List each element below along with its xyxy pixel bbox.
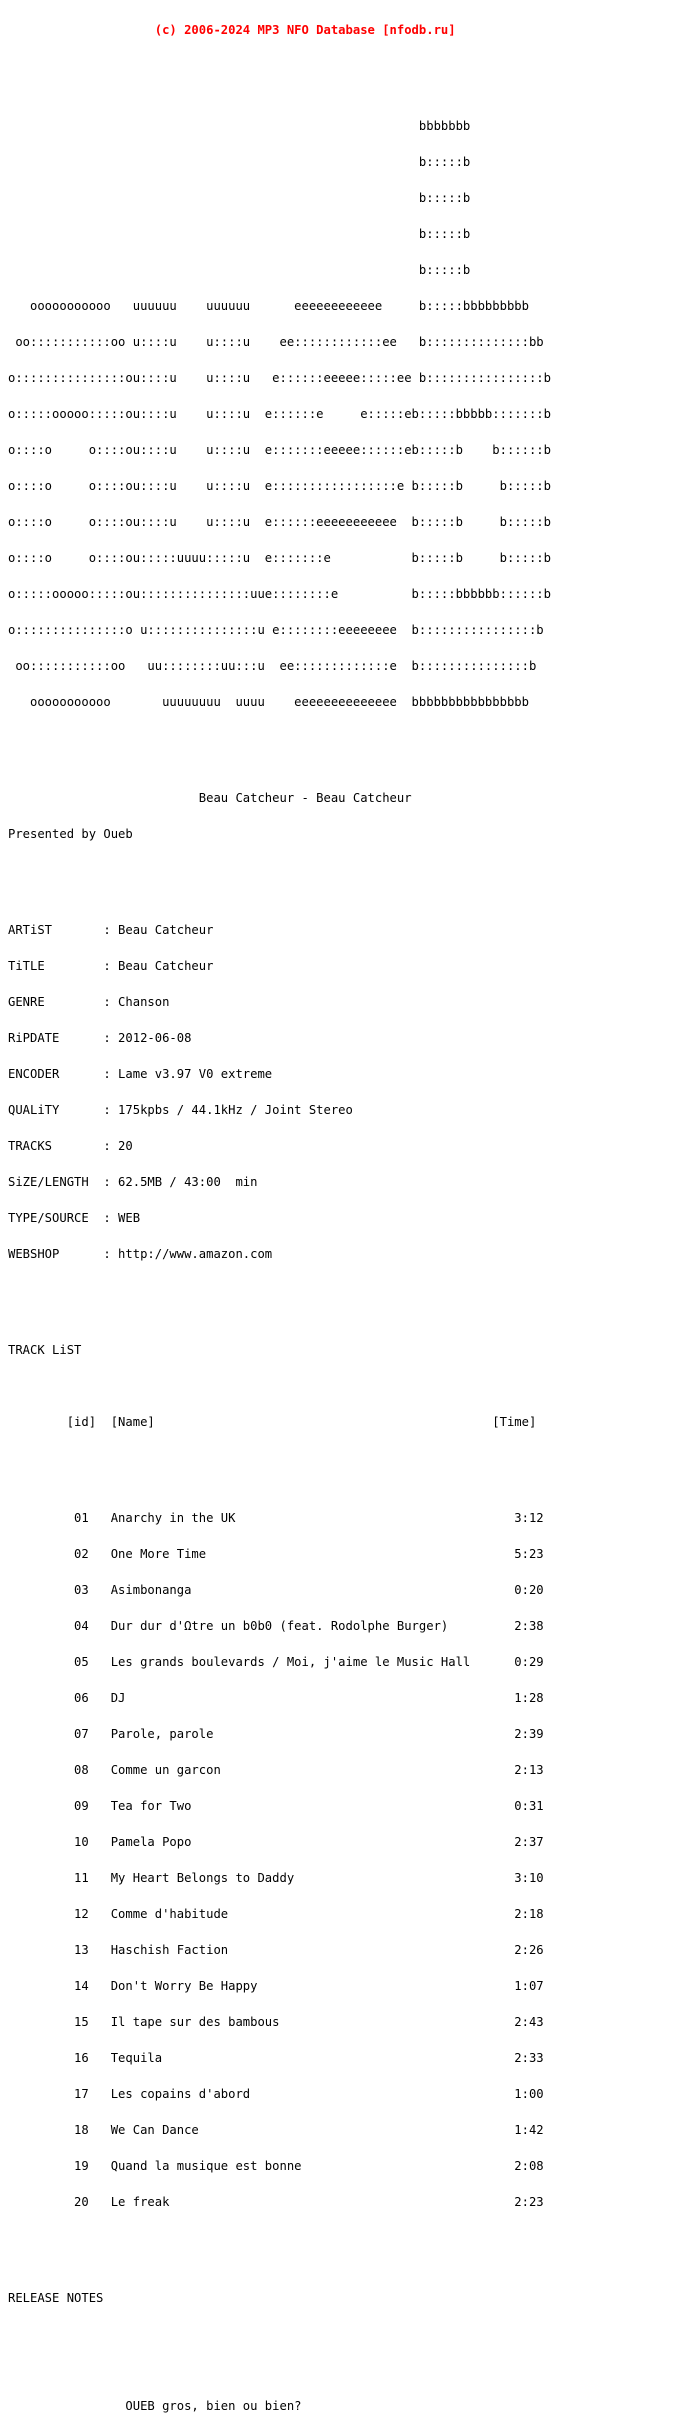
release-notes-heading: RELEASE NOTES (8, 2291, 104, 2305)
track-row: 03 Asimbonanga 0:20 (8, 1583, 544, 1597)
info-encoder: ENCODER : Lame v3.97 V0 extreme (8, 1067, 273, 1081)
nfo-document (8, 0, 551, 2424)
blank-line (8, 1308, 551, 1320)
logo-line: b:::::b (8, 155, 471, 169)
blank-line (8, 2328, 551, 2340)
blank-line (8, 2364, 551, 2376)
logo-line: ooooooooooo uuuuuuuu uuuu eeeeeeeeeeeeee bbbbbbbbbbbbbbbb (8, 695, 529, 709)
presented-by: Presented by Oueb (8, 827, 133, 841)
info-ripdate: RiPDATE : 2012-06-08 (8, 1031, 192, 1045)
track-row: 19 Quand la musique est bonne 2:08 (8, 2159, 544, 2173)
logo-line: b:::::b (8, 227, 471, 241)
track-row: 04 Dur dur d'Ωtre un b0b0 (feat. Rodolphe Burger) 2:38 (8, 1619, 544, 1633)
logo-line: o:::::ooooo:::::ou:::::::::::::::uue::::::::e b:::::bbbbbb::::::b (8, 587, 551, 601)
release-info (8, 900, 551, 1284)
tracklist-heading: TRACK LiST (8, 1343, 82, 1357)
database-header: (c) 2006-2024 MP3 NFO Database [nfodb.ru] (8, 23, 456, 37)
tracklist-columns: [id] [Name] [Time] (8, 1415, 537, 1429)
track-list (8, 1488, 551, 2232)
logo-line: o::::o o::::ou:::::uuuu:::::u e:::::::e b:::::b b:::::b (8, 551, 551, 565)
track-row: 05 Les grands boulevards / Moi, j'aime le Music Hall 0:29 (8, 1655, 544, 1669)
logo-line: oo:::::::::::oo uu::::::::uu:::u ee:::::::::::::e b:::::::::::::::b (8, 659, 537, 673)
track-row: 11 My Heart Belongs to Daddy 3:10 (8, 1871, 544, 1885)
track-row: 17 Les copains d'abord 1:00 (8, 2087, 544, 2101)
logo-line: o:::::::::::::::o u:::::::::::::::u e::::::::eeeeeeee b::::::::::::::::b (8, 623, 544, 637)
info-size-length: SiZE/LENGTH : 62.5MB / 43:00 min (8, 1175, 258, 1189)
info-webshop: WEBSHOP : http://www.amazon.com (8, 1247, 273, 1261)
logo-line: o:::::::::::::::ou::::u u::::u e::::::eeeee:::::ee b::::::::::::::::b (8, 371, 551, 385)
info-tracks: TRACKS : 20 (8, 1139, 133, 1153)
info-genre: GENRE : Chanson (8, 995, 170, 1009)
info-quality: QUALiTY : 175kpbs / 44.1kHz / Joint Stereo (8, 1103, 353, 1117)
info-title: TiTLE : Beau Catcheur (8, 959, 214, 973)
logo-line: o:::::ooooo:::::ou::::u u::::u e::::::e e:::::eb:::::bbbbb:::::::b (8, 407, 551, 421)
blank-line (8, 60, 551, 72)
blank-line (8, 756, 551, 768)
track-row: 18 We Can Dance 1:42 (8, 2123, 544, 2137)
track-row: 01 Anarchy in the UK 3:12 (8, 1511, 544, 1525)
track-row: 13 Haschish Faction 2:26 (8, 1943, 544, 1957)
logo-line: o::::o o::::ou::::u u::::u e:::::::::::::::::e b:::::b b:::::b (8, 479, 551, 493)
track-row: 12 Comme d'habitude 2:18 (8, 1907, 544, 1921)
blank-line (8, 1380, 551, 1392)
logo-line: o::::o o::::ou::::u u::::u e:::::::eeeee::::::eb:::::b b::::::b (8, 443, 551, 457)
ascii-logo (8, 96, 551, 732)
logo-line: oo:::::::::::oo u::::u u::::u ee::::::::::::ee b::::::::::::::bb (8, 335, 544, 349)
logo-line: bbbbbbb (8, 119, 471, 133)
info-artist: ARTiST : Beau Catcheur (8, 923, 214, 937)
logo-line: o::::o o::::ou::::u u::::u e::::::eeeeeeeeeee b:::::b b:::::b (8, 515, 551, 529)
track-row: 15 Il tape sur des bambous 2:43 (8, 2015, 544, 2029)
release-title: Beau Catcheur - Beau Catcheur (8, 791, 412, 805)
blank-line (8, 864, 551, 876)
track-row: 14 Don't Worry Be Happy 1:07 (8, 1979, 544, 1993)
track-row: 10 Pamela Popo 2:37 (8, 1835, 544, 1849)
track-row: 20 Le freak 2:23 (8, 2195, 544, 2209)
logo-line: b:::::b (8, 263, 471, 277)
track-row: 09 Tea for Two 0:31 (8, 1799, 544, 1813)
track-row: 06 DJ 1:28 (8, 1691, 544, 1705)
info-type-source: TYPE/SOURCE : WEB (8, 1211, 141, 1225)
track-row: 08 Comme un garcon 2:13 (8, 1763, 544, 1777)
release-notes-text: OUEB gros, bien ou bien? (8, 2399, 302, 2413)
blank-line (8, 2256, 551, 2268)
track-row: 02 One More Time 5:23 (8, 1547, 544, 1561)
track-row: 07 Parole, parole 2:39 (8, 1727, 544, 1741)
track-row: 16 Tequila 2:33 (8, 2051, 544, 2065)
logo-line: ooooooooooo uuuuuu uuuuuu eeeeeeeeeeee b:::::bbbbbbbbb (8, 299, 529, 313)
logo-line: b:::::b (8, 191, 471, 205)
blank-line (8, 1452, 551, 1464)
